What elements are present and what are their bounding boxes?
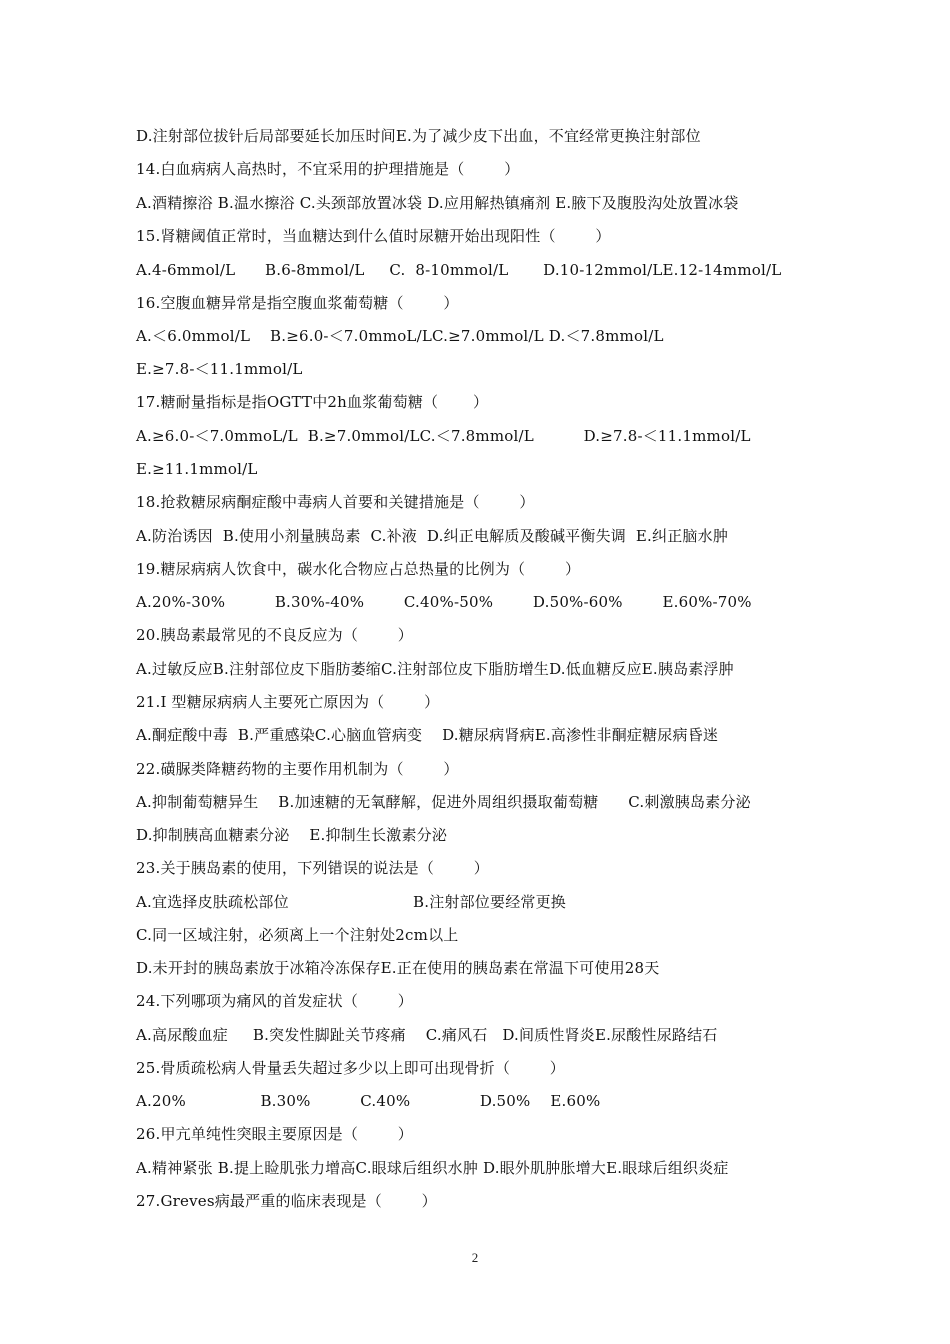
question-22-options-a-c: A.抑制葡萄糖异生 B.加速糖的无氧酵解，促进外周组织摄取葡萄糖 C.刺激胰岛素分泌 bbox=[136, 793, 751, 811]
question-14-options: A.酒精擦浴 B.温水擦浴 C.头颈部放置冰袋 D.应用解热镇痛剂 E.腋下及腹股沟处放置冰袋 bbox=[136, 194, 739, 212]
question-20-stem: 20.胰岛素最常见的不良反应为（ ） bbox=[136, 626, 414, 644]
question-17-options-a-d: A.≥6.0-＜7.0mmoL/L B.≥7.0mmol/LC.＜7.8mmol/L D.≥7.8-＜11.1mmol/L bbox=[136, 427, 751, 445]
page-number: 2 bbox=[471, 1250, 479, 1265]
question-16-options-a-d: A.＜6.0mmol/L B.≥6.0-＜7.0mmoL/LC.≥7.0mmol/L D.＜7.8mmol/L bbox=[136, 327, 664, 345]
question-22-options-d-e: D.抑制胰高血糖素分泌 E.抑制生长激素分泌 bbox=[136, 826, 448, 844]
question-18-stem: 18.抢救糖尿病酮症酸中毒病人首要和关键措施是（ ） bbox=[136, 493, 535, 511]
question-16-option-e: E.≥7.8-＜11.1mmol/L bbox=[136, 360, 303, 378]
question-15-stem: 15.肾糖阈值正常时，当血糖达到什么值时尿糖开始出现阳性（ ） bbox=[136, 227, 611, 245]
question-21-stem: 21.Ⅰ 型糖尿病病人主要死亡原因为（ ） bbox=[136, 693, 440, 711]
question-23-stem: 23.关于胰岛素的使用，下列错误的说法是（ ） bbox=[136, 859, 490, 877]
question-19-stem: 19.糖尿病病人饮食中，碳水化合物应占总热量的比例为（ ） bbox=[136, 560, 581, 578]
question-17-stem: 17.糖耐量指标是指OGTT中2h血浆葡萄糖（ ） bbox=[136, 393, 489, 411]
question-25-options: A.20% B.30% C.40% D.50% E.60% bbox=[136, 1092, 601, 1110]
question-23-options-d-e: D.未开封的胰岛素放于冰箱冷冻保存E.正在使用的胰岛素在常温下可使用28天 bbox=[136, 959, 660, 977]
question-14-stem: 14.白血病病人高热时，不宜采用的护理措施是（ ） bbox=[136, 160, 520, 178]
question-19-options: A.20%-30% B.30%-40% C.40%-50% D.50%-60% E.60%-70% bbox=[136, 593, 752, 611]
question-26-options: A.精神紧张 B.提上睑肌张力增高C.眼球后组织水肿 D.眼外肌肿胀增大E.眼球后组织炎症 bbox=[136, 1159, 729, 1177]
question-23-options-a-b: A.宜选择皮肤疏松部位 B.注射部位要经常更换 bbox=[136, 893, 566, 911]
question-22-stem: 22.磺脲类降糖药物的主要作用机制为（ ） bbox=[136, 760, 459, 778]
question-24-stem: 24.下列哪项为痛风的首发症状（ ） bbox=[136, 992, 414, 1010]
question-24-options: A.高尿酸血症 B.突发性脚趾关节疼痛 C.痛风石 D.间质性肾炎E.尿酸性尿路结石 bbox=[136, 1026, 718, 1044]
question-17-option-e: E.≥11.1mmol/L bbox=[136, 460, 258, 478]
question-16-stem: 16.空腹血糖异常是指空腹血浆葡萄糖（ ） bbox=[136, 294, 459, 312]
question-13-option-d-e: D.注射部位拔针后局部要延长加压时间E.为了减少皮下出血，不宜经常更换注射部位 bbox=[136, 127, 701, 145]
question-20-options: A.过敏反应B.注射部位皮下脂肪萎缩C.注射部位皮下脂肪增生D.低血糖反应E.胰岛素浮肿 bbox=[136, 660, 734, 678]
question-25-stem: 25.骨质疏松病人骨量丢失超过多少以上即可出现骨折（ ） bbox=[136, 1059, 566, 1077]
question-27-stem: 27.Greves病最严重的临床表现是（ ） bbox=[136, 1192, 437, 1210]
question-15-options: A.4-6mmol/L B.6-8mmol/L C. 8-10mmol/L D.10-12mmol/LE.12-14mmol/L bbox=[136, 261, 782, 279]
question-18-options: A.防治诱因 B.使用小剂量胰岛素 C.补液 D.纠正电解质及酸碱平衡失调 E.纠正脑水肿 bbox=[136, 527, 729, 545]
question-26-stem: 26.甲亢单纯性突眼主要原因是（ ） bbox=[136, 1125, 414, 1143]
question-23-option-c: C.同一区域注射，必须离上一个注射处2cm以上 bbox=[136, 926, 459, 944]
question-21-options: A.酮症酸中毒 B.严重感染C.心脑血管病变 D.糖尿病肾病E.高渗性非酮症糖尿病昏迷 bbox=[136, 726, 719, 744]
